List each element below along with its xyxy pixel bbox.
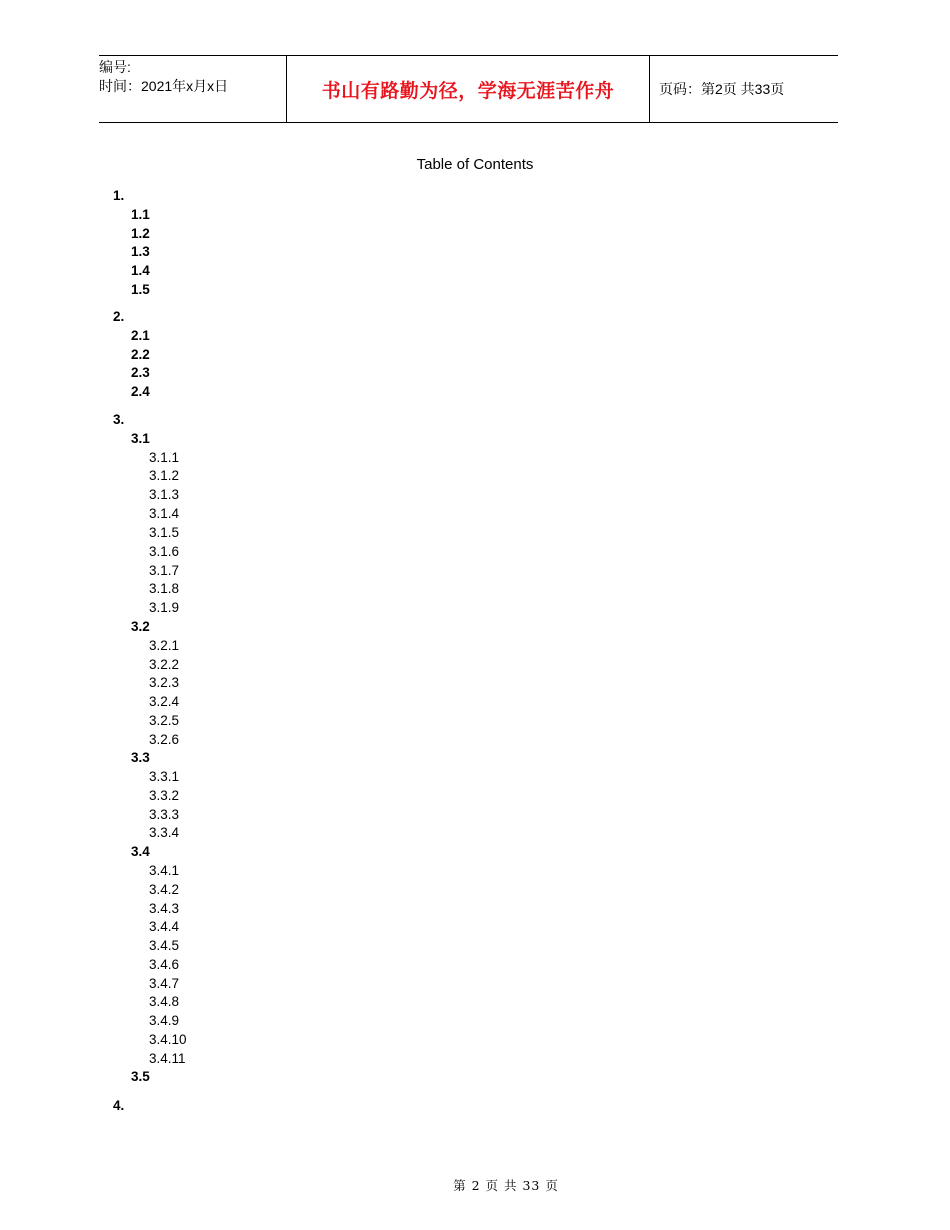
toc-entry-number: 3.1 [131, 431, 150, 446]
toc-entry-number: 3.2.1 [149, 638, 180, 653]
toc-title: Table of Contents [416, 156, 534, 173]
toc-entry-number: 3.3.3 [149, 807, 180, 822]
toc-entry-number: 1. [113, 188, 125, 203]
toc-entry-number: 3.3.2 [149, 788, 180, 803]
toc-entry-number: 1.3 [131, 244, 150, 259]
toc-entry-number: 3.2 [131, 619, 150, 634]
toc-entry-number: 3.4.6 [149, 957, 180, 972]
page-footer: 第 2 页 共 33 页 [453, 1178, 559, 1193]
toc-entry-number: 3.4.1 [149, 863, 180, 878]
toc-entry-number: 3.3 [131, 750, 150, 765]
toc-entry-number: 3.4.9 [149, 1013, 180, 1028]
header-page-label: 页码：第2页 共33页 [659, 81, 785, 97]
toc-entry-number: 3.2.6 [149, 732, 180, 747]
toc-entry-number: 3.1.4 [149, 506, 180, 521]
toc-entry-number: 1.1 [131, 207, 150, 222]
toc-entry-number: 1.2 [131, 226, 150, 241]
toc-entry-number: 3.4.7 [149, 976, 180, 991]
toc-entry-number: 3.1.8 [149, 581, 180, 596]
toc-entry-number: 3.2.5 [149, 713, 180, 728]
toc-entry-number: 3.3.1 [149, 769, 180, 784]
toc-entry-number: 3.1.2 [149, 468, 180, 483]
toc-entry-number: 3.5 [131, 1069, 150, 1084]
toc-entry-number: 3.2.4 [149, 694, 180, 709]
toc-entry-number: 1.4 [131, 263, 150, 278]
header-motto: 书山有路勤为径，学海无涯苦作舟 [321, 79, 615, 102]
toc-entry-number: 3.2.3 [149, 675, 180, 690]
header-meta [99, 58, 286, 96]
toc-entry-number: 3.4.4 [149, 919, 180, 934]
toc-entry-number: 2.3 [131, 365, 150, 380]
toc-entry-number: 3.4.10 [149, 1032, 187, 1047]
document-header [99, 55, 838, 123]
toc-entry-number: 3.4.8 [149, 994, 180, 1009]
toc-entry-number: 3.1.7 [149, 563, 180, 578]
toc-entry-number: 2.2 [131, 347, 150, 362]
toc-entry-number: 3. [113, 412, 125, 427]
toc-entry-number: 3.1.1 [149, 450, 180, 465]
toc-entry-number: 2.4 [131, 384, 150, 399]
toc-entry-number: 3.1.5 [149, 525, 180, 540]
number-label: 编号: [99, 59, 131, 75]
toc-entry-number: 3.3.4 [149, 825, 180, 840]
toc-entry-number: 3.4.11 [149, 1051, 186, 1066]
toc-entry-number: 3.4.5 [149, 938, 180, 953]
toc-entry-number: 3.1.3 [149, 487, 180, 502]
toc-entry-number: 4. [113, 1098, 125, 1113]
toc-entry-number: 2. [113, 309, 125, 324]
toc-entry-number: 2.1 [131, 328, 150, 343]
toc-entry-number: 3.4.2 [149, 882, 180, 897]
toc-entry-number: 3.2.2 [149, 657, 180, 672]
date-label: 时间：2021年x月x日 [99, 78, 229, 94]
toc-entry-number: 3.1.6 [149, 544, 180, 559]
toc-entry-number: 3.4 [131, 844, 150, 859]
toc-entry-number: 1.5 [131, 282, 150, 297]
header-divider [649, 56, 650, 122]
toc-entry-number: 3.4.3 [149, 901, 180, 916]
toc-entry-number: 3.1.9 [149, 600, 180, 615]
